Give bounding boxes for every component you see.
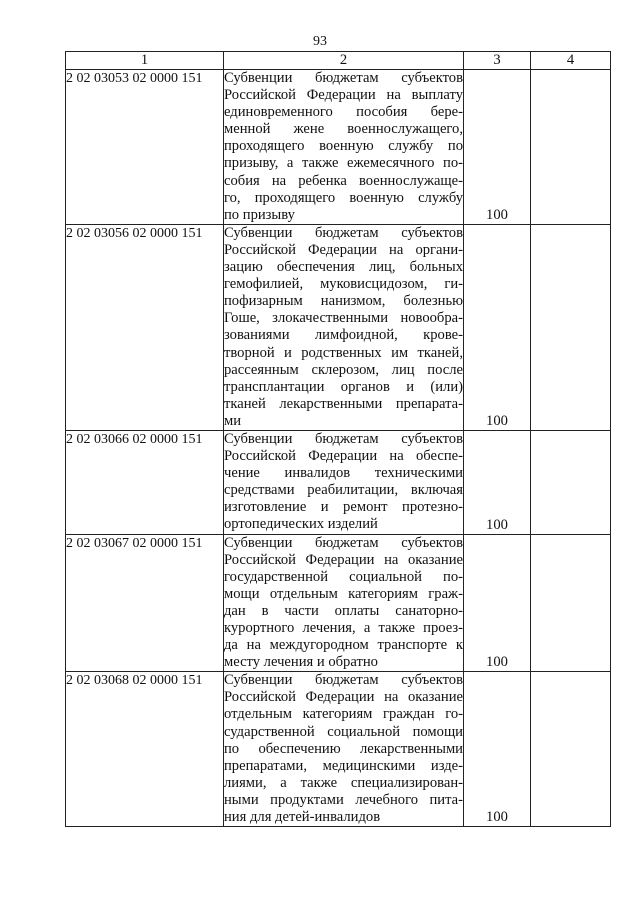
amount-value: 100 xyxy=(486,654,508,671)
classification-code: 2 02 03066 02 0000 151 xyxy=(66,430,224,534)
amount-cell xyxy=(464,430,531,534)
description-line: да на междугородном транспорте к xyxy=(224,637,463,654)
description-line: Российской Федерации на органи- xyxy=(224,241,463,258)
column-4-cell xyxy=(531,430,611,534)
description-line: ния для детей-инвалидов xyxy=(224,809,381,826)
description-line: менной жене военнослужащего, xyxy=(224,121,463,138)
column-4-cell xyxy=(531,224,611,430)
amount-cell xyxy=(464,224,531,430)
column-4-cell xyxy=(531,672,611,827)
description-line: Российской Федерации на обеспе- xyxy=(224,448,463,465)
description-line: средствами реабилитации, включая xyxy=(224,482,463,499)
description-line: тканей лекарственными препарата- xyxy=(224,395,463,412)
description-line: Субвенции бюджетам субъектов xyxy=(224,224,463,241)
description-line: гемофилией, муковисцидозом, ги- xyxy=(224,276,463,293)
description-line: Субвенции бюджетам субъектов xyxy=(224,430,463,447)
classification-code: 2 02 03067 02 0000 151 xyxy=(66,534,224,672)
description-line: ортопедических изделий xyxy=(224,516,378,533)
income-description xyxy=(224,534,464,672)
description-line: творной и родственных им тканей, xyxy=(224,344,463,361)
description-line: по призыву xyxy=(224,206,295,223)
description-line: отдельным категориям граждан го- xyxy=(224,706,463,723)
table-row xyxy=(66,672,611,827)
description-line: препаратами, медицинскими изде- xyxy=(224,757,463,774)
amount-cell xyxy=(464,672,531,827)
description-line: изготовление и ремонт протезно- xyxy=(224,499,463,516)
description-line: мощи отдельным категориям граж- xyxy=(224,585,463,602)
table-row xyxy=(66,430,611,534)
description-line: Субвенции бюджетам субъектов xyxy=(224,70,463,86)
description-line: месту лечения и обратно xyxy=(224,654,378,671)
column-header-3: 3 xyxy=(464,52,531,70)
column-4-cell xyxy=(531,70,611,225)
income-description xyxy=(224,430,464,534)
table-row xyxy=(66,224,611,430)
description-line: государственной социальной по- xyxy=(224,568,463,585)
description-line: пофизарным нанизмом, болезнью xyxy=(224,293,463,310)
table-body xyxy=(66,70,611,827)
description-line: Российской Федерации на оказание xyxy=(224,689,463,706)
description-line: курортного лечения, а также проез- xyxy=(224,620,463,636)
amount-value: 100 xyxy=(486,516,508,533)
description-line: зованиями лимфоидной, крове- xyxy=(224,327,463,344)
description-line: единовременного пособия бере- xyxy=(224,104,463,121)
amount-value: 100 xyxy=(486,809,508,826)
description-line: чение инвалидов техническими xyxy=(224,465,463,482)
description-line: лиями, а также специализирован- xyxy=(224,774,463,791)
description-line: Российской Федерации на оказание xyxy=(224,551,463,568)
amount-value: 100 xyxy=(486,206,508,223)
description-line: дан в части оплаты санаторно- xyxy=(224,602,463,619)
description-line: зацию обеспечения лиц, больных xyxy=(224,259,463,276)
amount-cell xyxy=(464,70,531,225)
budget-table xyxy=(65,51,611,827)
description-line: проходящего военную службу по xyxy=(224,138,463,155)
description-line: по обеспечению лекарственными xyxy=(224,740,463,757)
description-line: сударственной социальной помощи xyxy=(224,723,463,740)
description-line: Субвенции бюджетам субъектов xyxy=(224,534,463,551)
description-line: Гоше, злокачественными новообра- xyxy=(224,310,463,327)
amount-cell xyxy=(464,534,531,672)
column-header-1: 1 xyxy=(66,52,224,70)
income-description xyxy=(224,70,464,225)
description-line: ми xyxy=(224,412,242,429)
description-line: трансплантации органов и (или) xyxy=(224,378,463,395)
table-row xyxy=(66,534,611,672)
table-row xyxy=(66,70,611,225)
description-line: Субвенции бюджетам субъектов xyxy=(224,672,463,689)
income-description xyxy=(224,224,464,430)
description-line: призыву, а также ежемесячного по- xyxy=(224,155,463,172)
description-line: го, проходящего военную службу xyxy=(224,189,463,206)
classification-code: 2 02 03068 02 0000 151 xyxy=(66,672,224,827)
column-header-4: 4 xyxy=(531,52,611,70)
header-row xyxy=(66,52,611,70)
column-4-cell xyxy=(531,534,611,672)
classification-code: 2 02 03056 02 0000 151 xyxy=(66,224,224,430)
amount-value: 100 xyxy=(486,412,508,429)
description-line: собия на ребенка военнослужаще- xyxy=(224,172,463,189)
classification-code: 2 02 03053 02 0000 151 xyxy=(66,70,224,225)
description-line: ными продуктами лечебного пита- xyxy=(224,791,463,808)
page-number: 93 xyxy=(313,34,327,49)
description-line: рассеянным склерозом, лиц после xyxy=(224,361,463,378)
income-description xyxy=(224,672,464,827)
description-line: Российской Федерации на выплату xyxy=(224,87,463,104)
column-header-2: 2 xyxy=(224,52,464,70)
